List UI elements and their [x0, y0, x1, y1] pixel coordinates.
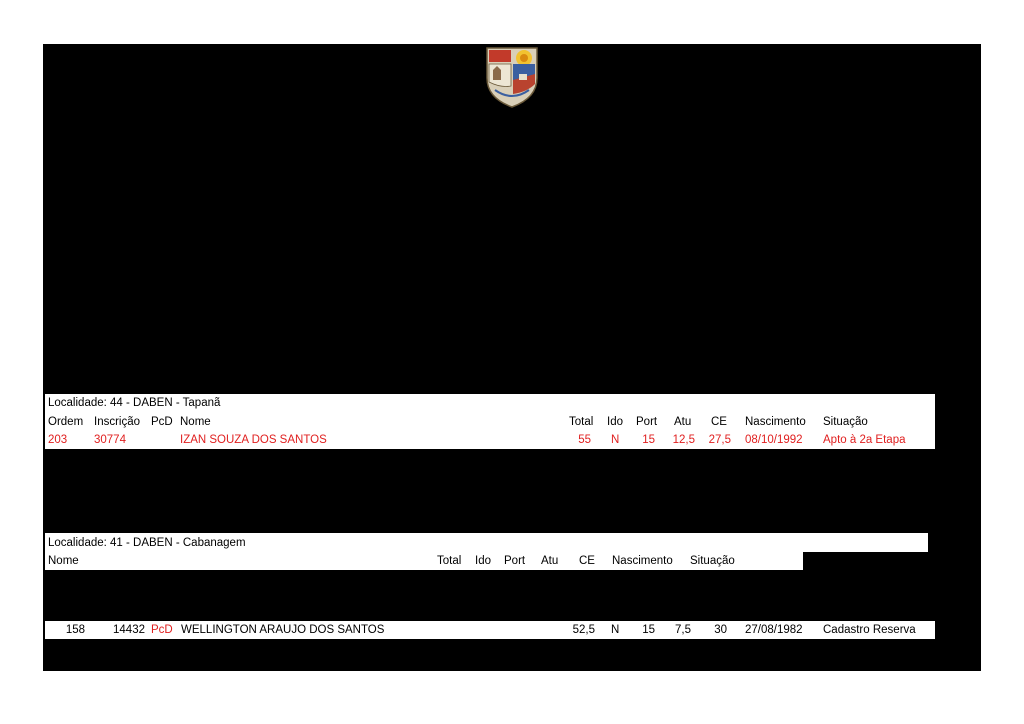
section-cabanagem-columns	[45, 552, 803, 570]
row-atu: 12,5	[672, 434, 695, 446]
col-total-header: Total	[569, 416, 594, 428]
row-situacao: Apto à 2a Etapa	[823, 434, 906, 446]
col-nascimento-header: Nascimento	[745, 416, 806, 428]
col-ido-header: Ido	[607, 416, 623, 428]
coat-of-arms-emblem	[481, 44, 543, 108]
redacted-document-background	[43, 44, 981, 671]
table-row	[45, 621, 935, 639]
col-ordem-header: Ordem	[48, 416, 84, 428]
row-inscricao: 14432	[113, 624, 145, 636]
col-nascimento-header: Nascimento	[612, 555, 673, 567]
col-total-header: Total	[437, 555, 462, 567]
row-ido: N	[611, 624, 620, 636]
row-atu: 7,5	[675, 624, 691, 636]
row-pcd: PcD	[151, 624, 173, 636]
row-nascimento: 27/08/1982	[745, 624, 803, 636]
col-atu-header: Atu	[674, 416, 692, 428]
col-ce-header: CE	[579, 555, 595, 567]
row-ce: 27,5	[708, 434, 731, 446]
row-port: 15	[642, 624, 655, 636]
col-atu-header: Atu	[541, 555, 559, 567]
col-port-header: Port	[504, 555, 526, 567]
row-ordem: 203	[48, 434, 68, 446]
col-inscricao-header: Inscrição	[94, 416, 141, 428]
col-ce-header: CE	[711, 416, 727, 428]
row-port: 15	[642, 434, 655, 446]
col-pcd-header: PcD	[151, 416, 173, 428]
row-total: 55	[578, 434, 591, 446]
row-situacao: Cadastro Reserva	[823, 624, 916, 636]
row-nome: IZAN SOUZA DOS SANTOS	[180, 434, 327, 446]
row-total: 52,5	[572, 624, 595, 636]
col-port-header: Port	[636, 416, 658, 428]
row-inscricao: 30774	[94, 434, 126, 446]
row-ordem: 158	[65, 624, 85, 636]
localidade-label: Localidade: 41 - DABEN - Cabanagem	[48, 537, 246, 549]
col-situacao-header: Situação	[690, 555, 735, 567]
col-nome-header: Nome	[48, 555, 79, 567]
row-ce: 30	[714, 624, 727, 636]
row-ido: N	[611, 434, 620, 446]
section-cabanagem-header	[45, 533, 928, 552]
row-nome: WELLINGTON ARAUJO DOS SANTOS	[181, 624, 385, 636]
localidade-label: Localidade: 44 - DABEN - Tapanã	[48, 397, 221, 409]
col-situacao-header: Situação	[823, 416, 868, 428]
col-nome-header: Nome	[180, 416, 211, 428]
col-ido-header: Ido	[475, 555, 491, 567]
section-tapana	[45, 394, 935, 449]
row-nascimento: 08/10/1992	[745, 434, 803, 446]
